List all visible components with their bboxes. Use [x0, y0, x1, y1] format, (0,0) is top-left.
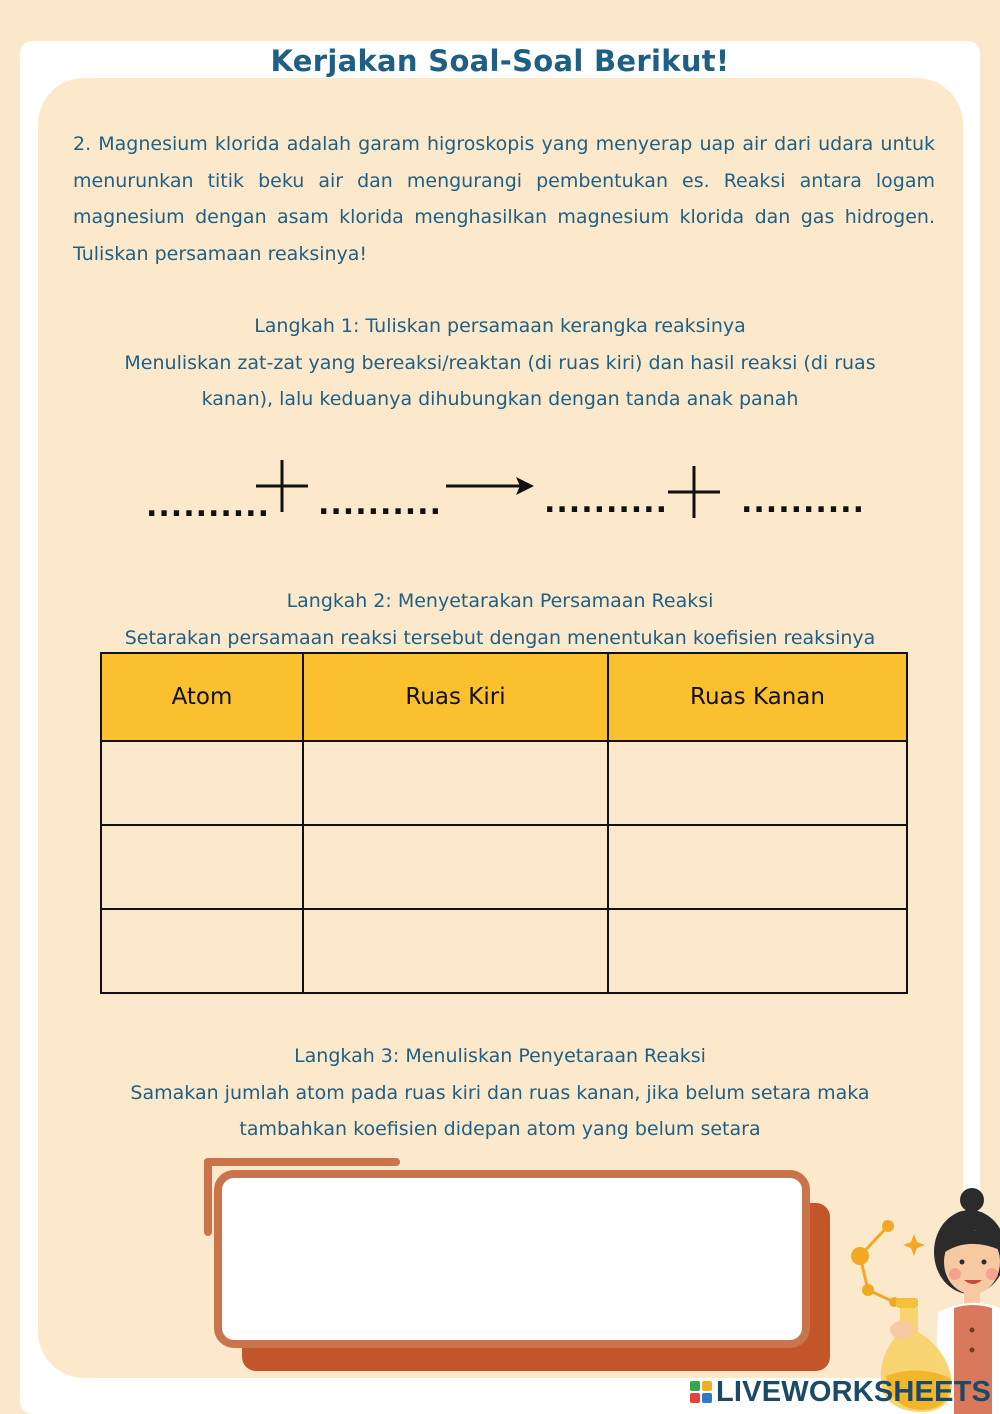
- step1-instruction-line1: Menuliskan zat-zat yang bereaksi/reaktan (di ruas kiri) dan hasil reaksi (di ruas: [124, 351, 876, 374]
- step2-instruction: Setarakan persamaan reaksi tersebut dengan menentukan koefisien reaksinya: [124, 626, 876, 649]
- table-cell[interactable]: [101, 741, 303, 825]
- table-cell[interactable]: [608, 825, 907, 909]
- brand-text: LIVEWORKSHEETS: [716, 1375, 992, 1408]
- answer-input-box[interactable]: [214, 1170, 810, 1348]
- table-cell[interactable]: [608, 741, 907, 825]
- table-row: [101, 909, 907, 993]
- step2-heading: Langkah 2: Menyetarakan Persamaan Reaksi: [286, 590, 714, 612]
- step3-section: [40, 1038, 960, 1148]
- answer-box-decoration: [204, 1158, 212, 1236]
- table-cell[interactable]: [608, 909, 907, 993]
- column-header-left-side: Ruas Kiri: [303, 653, 608, 741]
- column-header-atom: Atom: [101, 653, 303, 741]
- product1-blank[interactable]: ..........: [544, 485, 668, 520]
- step1-heading: Langkah 1: Tuliskan persamaan kerangka reaksinya: [254, 315, 746, 337]
- liveworksheets-logo-icon: [690, 1381, 712, 1403]
- table-cell[interactable]: [303, 825, 608, 909]
- page-title: Kerjakan Soal-Soal Berikut!: [270, 44, 730, 78]
- step1-instruction-line2: kanan), lalu keduanya dihubungkan dengan tanda anak panah: [201, 388, 799, 410]
- table-cell[interactable]: [303, 741, 608, 825]
- table-cell[interactable]: [101, 825, 303, 909]
- step3-heading: Langkah 3: Menuliskan Penyetaraan Reaksi: [294, 1045, 706, 1067]
- question-text: 2. Magnesium klorida adalah garam higroskopis yang menyerap uap air dari udara untuk menurunkan titik beku air dan mengurangi pembentukan es. Reaksi antara logam magnesium dengan asam klorida menghasilkan magnesium klorida dan gas hidrogen. Tuliskan persamaan reaksinya!: [73, 133, 935, 265]
- molecule-icon: [851, 1220, 899, 1307]
- sparkle-icon: [903, 1234, 925, 1256]
- answer-box-decoration: [204, 1158, 400, 1166]
- step3-instruction-line2: tambahkan koefisien didepan atom yang belum setara: [239, 1118, 761, 1140]
- atom-balance-table: [100, 652, 908, 994]
- reactant2-blank[interactable]: ..........: [318, 487, 442, 522]
- product2-blank[interactable]: ..........: [741, 485, 865, 520]
- column-header-right-side: Ruas Kanan: [608, 653, 907, 741]
- step1-section: [40, 308, 960, 418]
- table-cell[interactable]: [303, 909, 608, 993]
- table-cell[interactable]: [101, 909, 303, 993]
- plus-icon: [668, 466, 724, 518]
- plus-icon: [256, 460, 312, 512]
- table-row: [101, 741, 907, 825]
- table-row: [101, 825, 907, 909]
- liveworksheets-brand[interactable]: [690, 1372, 991, 1412]
- arrow-right-icon: [444, 474, 536, 498]
- reactant1-blank[interactable]: ..........: [146, 489, 270, 524]
- table-header-row: [101, 653, 907, 741]
- step2-section: [40, 583, 960, 656]
- step3-instruction-line1: Samakan jumlah atom pada ruas kiri dan ruas kanan, jika belum setara maka: [130, 1081, 870, 1104]
